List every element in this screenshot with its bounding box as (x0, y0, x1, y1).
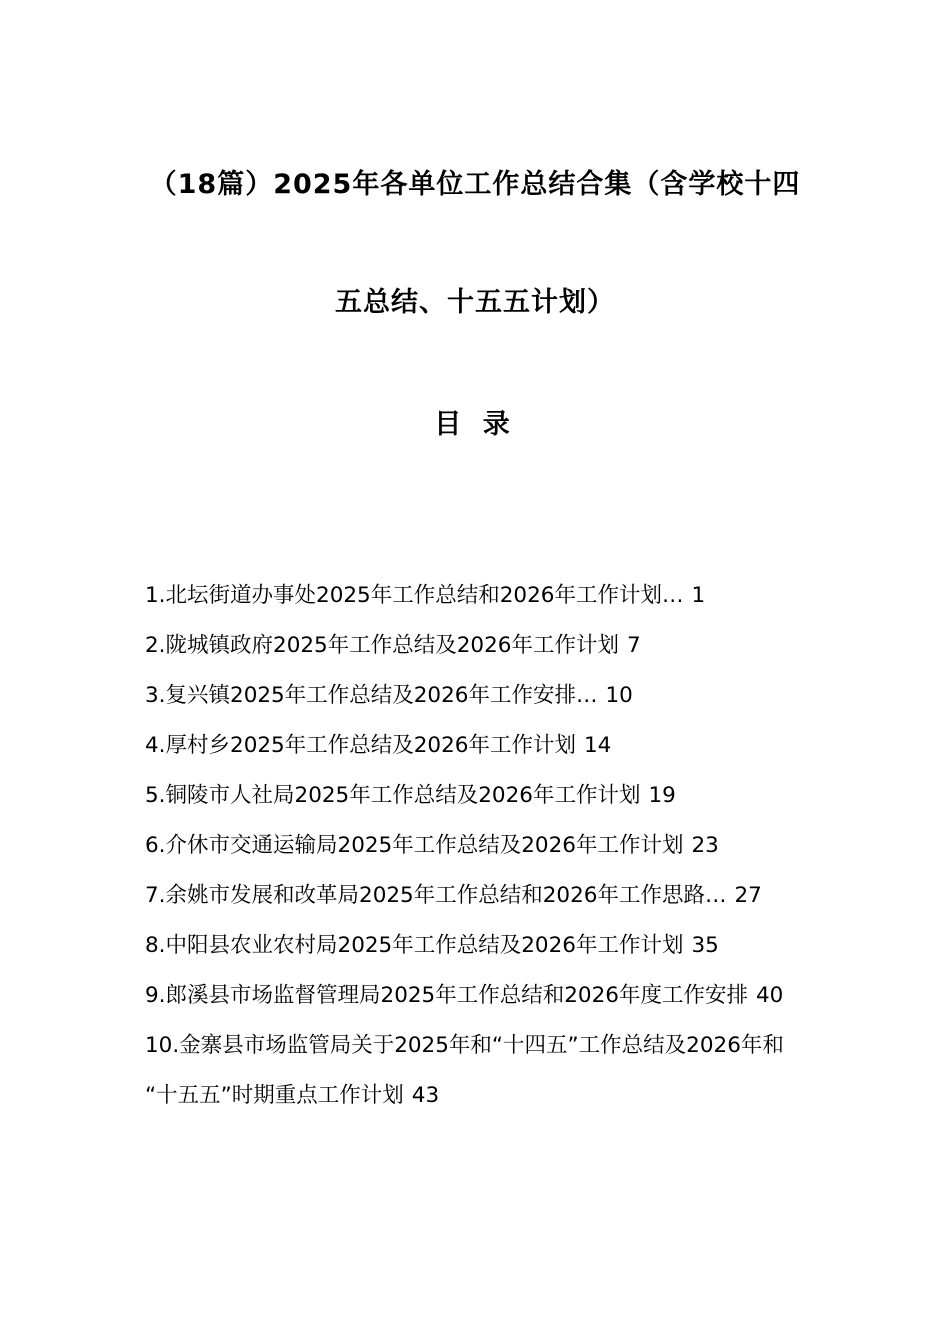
document-title-line-2: 五总结、十五五计划） (335, 287, 615, 318)
toc-entry[interactable] (145, 971, 810, 1021)
toc-entry-title: 6.介休市交通运输局2025年工作总结及2026年工作计划 (145, 833, 684, 858)
toc-entry-page: 14 (583, 733, 612, 758)
toc-entry-page: 7 (626, 633, 641, 658)
toc-entry-title: 2.陇城镇政府2025年工作总结及2026年工作计划 (145, 633, 619, 658)
table-of-contents (145, 571, 810, 1121)
toc-entry[interactable] (145, 621, 810, 671)
toc-entry[interactable] (145, 1021, 810, 1121)
toc-entry[interactable] (145, 721, 810, 771)
toc-entry-title: 8.中阳县农业农村局2025年工作总结及2026年工作计划 (145, 933, 684, 958)
toc-entry-page: 19 (648, 783, 676, 808)
toc-entry-page: 35 (691, 933, 719, 958)
toc-entry-page: 1 (691, 583, 706, 608)
toc-entry-page: 27 (734, 883, 762, 908)
toc-entry[interactable] (145, 871, 810, 921)
toc-entry-page: 40 (755, 983, 784, 1008)
toc-entry-page: 43 (411, 1083, 440, 1108)
toc-heading: 目 录 (434, 409, 516, 440)
toc-entry[interactable] (145, 571, 810, 621)
toc-entry-page: 23 (691, 833, 719, 858)
toc-entry-title: 9.郎溪县市场监督管理局2025年工作总结和2026年度工作安排 (145, 983, 748, 1008)
toc-entry-page: 10 (605, 683, 633, 708)
toc-entry-title: 3.复兴镇2025年工作总结及2026年工作安排… (145, 683, 598, 708)
toc-entry-title: 5.铜陵市人社局2025年工作总结及2026年工作计划 (145, 783, 641, 808)
document-title-line-1: （18篇）2025年各单位工作总结合集（含学校十四 (149, 169, 801, 200)
toc-entry[interactable] (145, 771, 810, 821)
toc-entry-title: 4.厚村乡2025年工作总结及2026年工作计划 (145, 733, 576, 758)
toc-entry[interactable] (145, 821, 810, 871)
toc-entry-title: 7.余姚市发展和改革局2025年工作总结和2026年工作思路… (145, 883, 727, 908)
toc-entry-title: 10.金寨县市场监管局关于2025年和“十四五”工作总结及2026年和 “十五五”时期重点工作计划 (145, 1033, 784, 1108)
toc-entry-title: 1.北坛街道办事处2025年工作总结和2026年工作计划… (145, 583, 684, 608)
toc-entry[interactable] (145, 921, 810, 971)
toc-entry[interactable] (145, 671, 810, 721)
